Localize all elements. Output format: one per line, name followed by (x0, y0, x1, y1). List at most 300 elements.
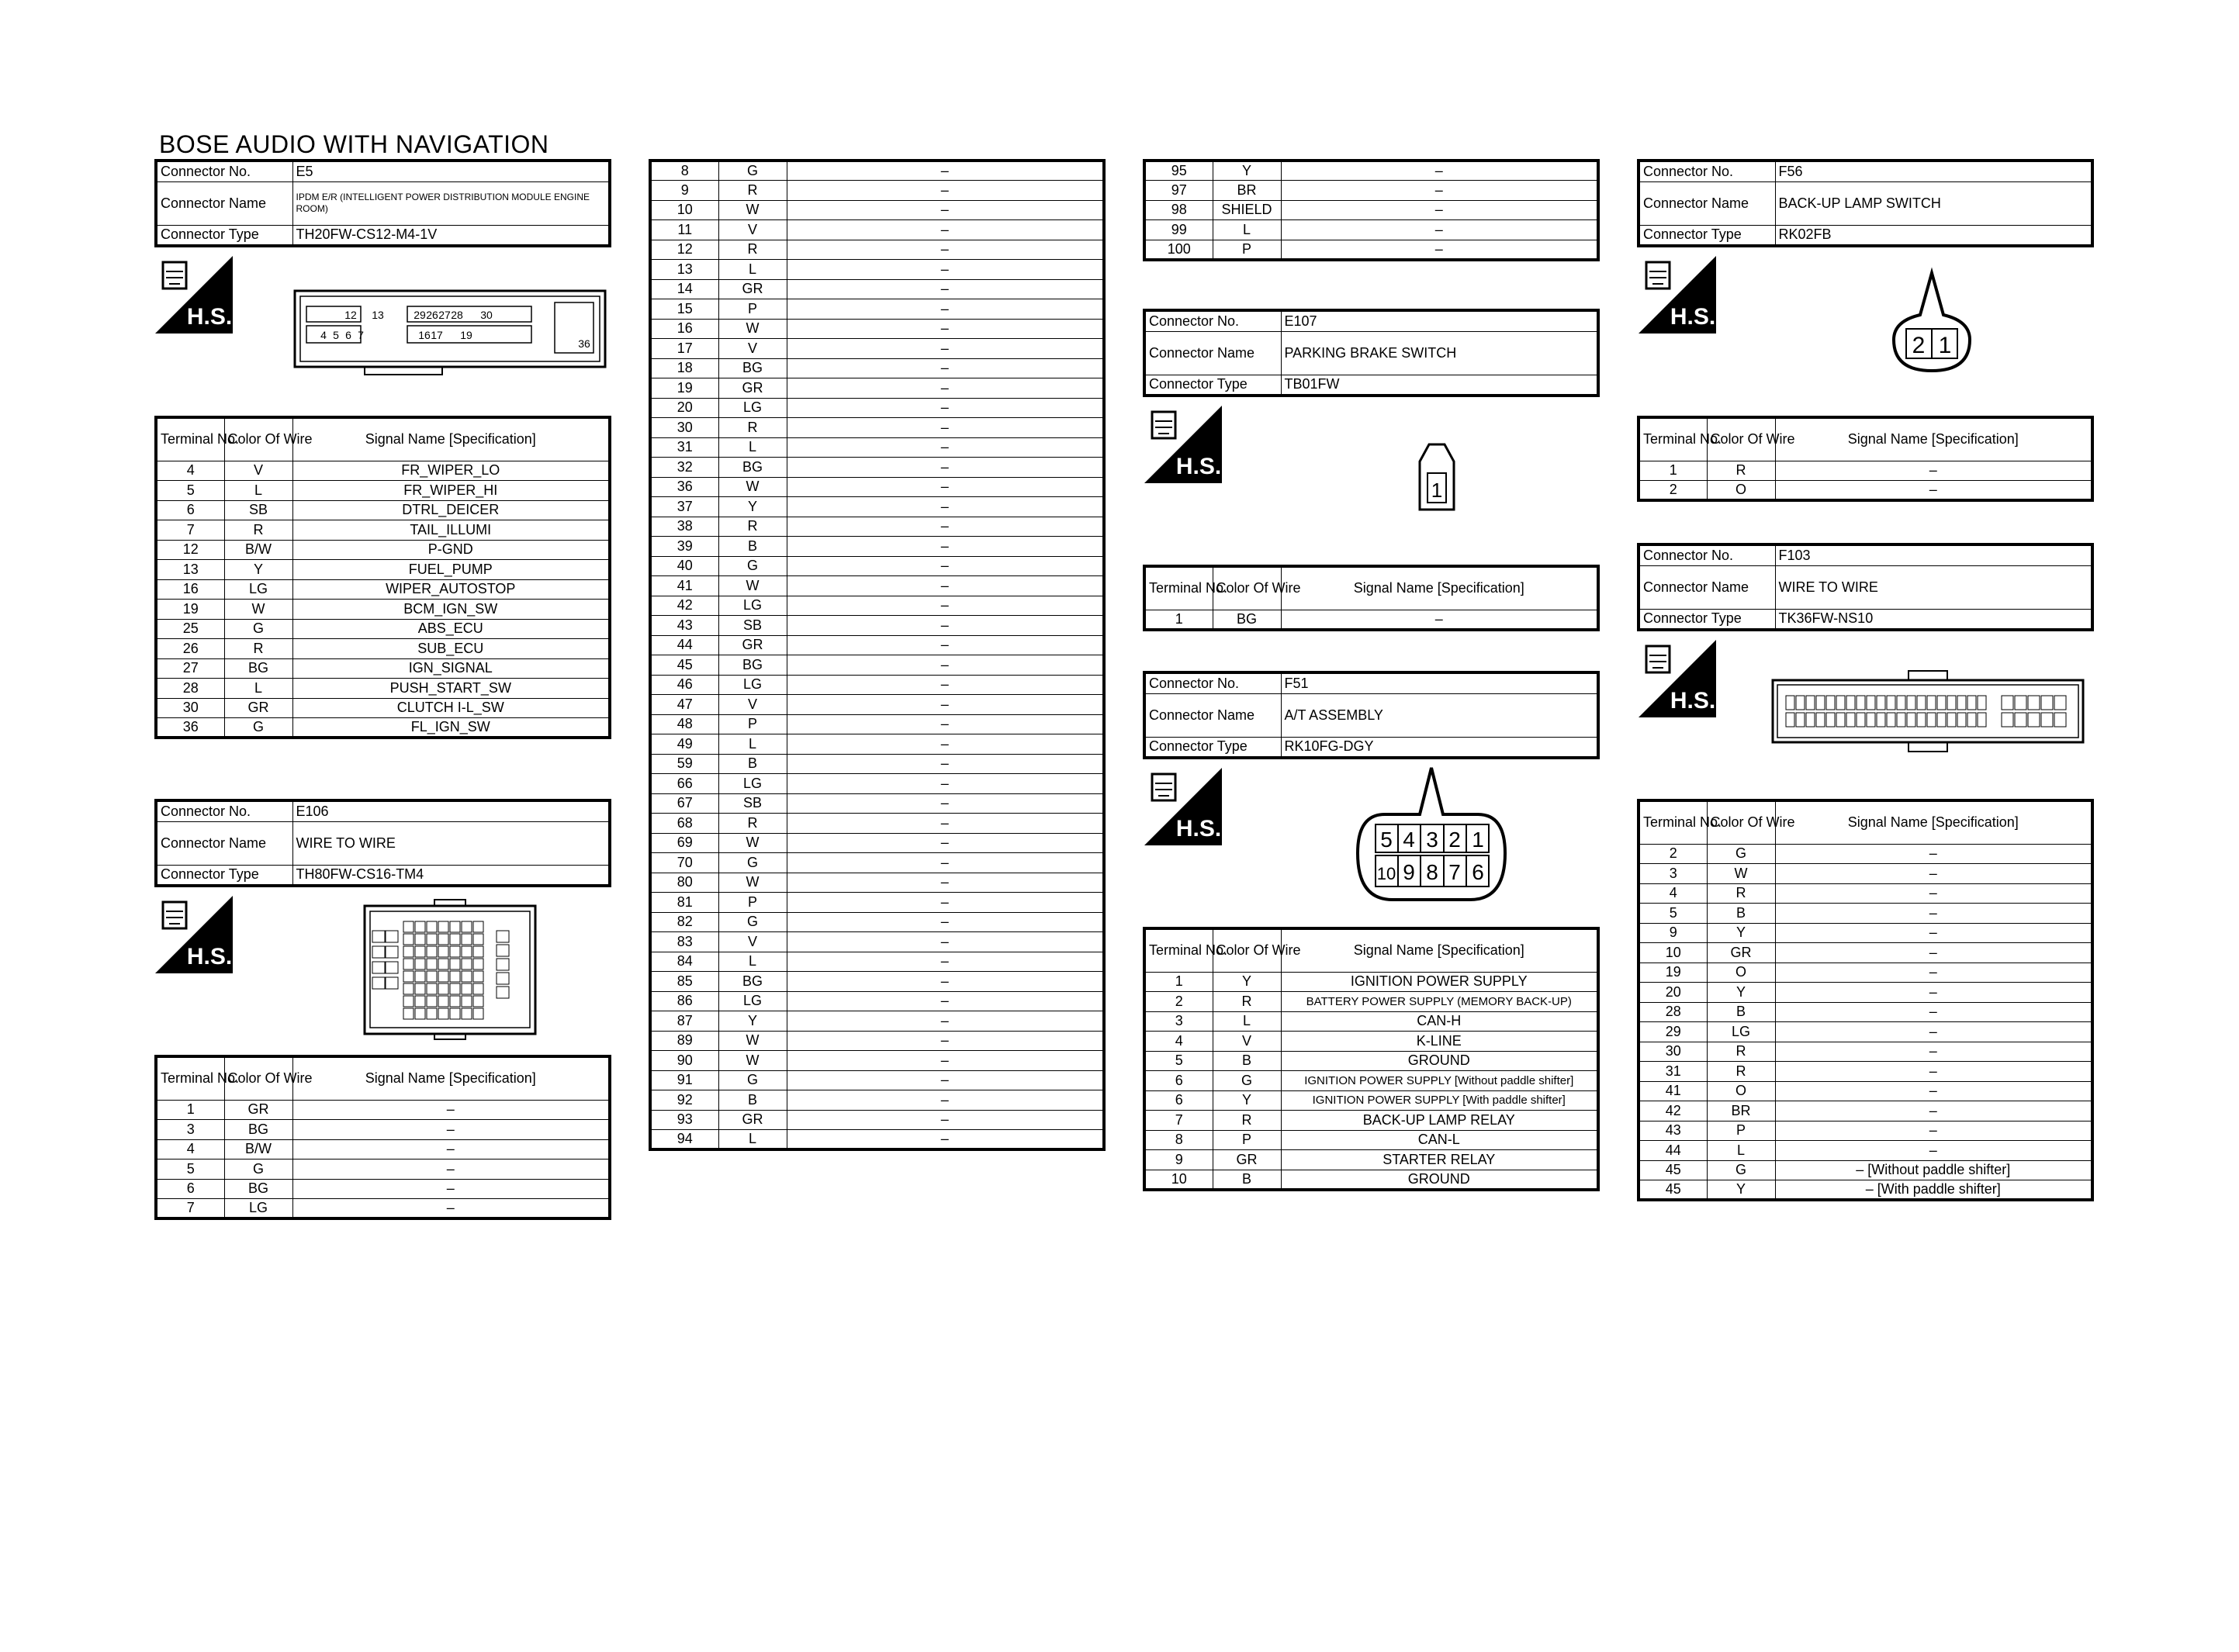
connector-cavity (1947, 696, 1956, 710)
connector-cavity (386, 946, 398, 958)
hs-badge-label: H.S. (1175, 816, 1222, 842)
signal-name-cell: – (787, 754, 1104, 774)
table-row (650, 774, 1104, 794)
connector-name-label: Connector Name (1639, 565, 1775, 609)
wire-color-cell: GR (1213, 1150, 1281, 1170)
signal-name-cell: – [Without paddle shifter] (1775, 1160, 2092, 1180)
connector-cavity (462, 946, 472, 957)
terminal-table-e106-continued-2 (1143, 159, 1600, 261)
table-row (650, 695, 1104, 715)
wire-color-cell: R (1213, 1111, 1281, 1131)
signal-name-cell: – (787, 635, 1104, 655)
connector-cavity (450, 971, 460, 982)
connector-cavity (1786, 713, 1794, 727)
connector-no-value: E107 (1281, 310, 1598, 331)
table-row (650, 833, 1104, 853)
connector-info-f51 (1143, 671, 1600, 759)
connector-cavity (1957, 696, 1966, 710)
wire-color-cell: V (1213, 1032, 1281, 1052)
hs-badge-icon (1639, 256, 1716, 334)
terminal-no-cell: 100 (1144, 240, 1213, 260)
terminal-no-cell: 12 (156, 540, 224, 560)
table-row (156, 698, 610, 718)
signal-name-cell: – (787, 734, 1104, 755)
hs-badge-icon (1144, 768, 1222, 845)
connector-cavity (497, 959, 509, 970)
signal-name-cell: – (787, 378, 1104, 399)
connector-cavity (415, 959, 425, 969)
pin-label: 4 (1403, 828, 1415, 852)
signal-name-cell: GROUND (1281, 1170, 1598, 1190)
connector-cavity (438, 971, 448, 982)
wire-color-cell: R (1707, 1062, 1775, 1082)
signal-name-cell: ABS_ECU (292, 619, 610, 639)
connector-cavity (1917, 713, 1926, 727)
table-row (156, 1100, 610, 1120)
connector-cavity (438, 959, 448, 969)
terminal-table-e5-wrap (154, 416, 611, 739)
signal-name-cell: – (787, 774, 1104, 794)
signal-name-cell: – (787, 655, 1104, 676)
wire-color-cell: BG (718, 358, 787, 378)
signal-name-cell: – (292, 1139, 610, 1160)
table-row (1639, 943, 2092, 963)
terminal-no-cell: 40 (650, 556, 718, 576)
connector-diagram-f103 (1769, 669, 2087, 758)
connector-cavity (2041, 696, 2053, 710)
terminal-no-cell: 2 (1639, 481, 1707, 501)
connector-cavity (473, 934, 483, 945)
connector-cavity (473, 1008, 483, 1019)
table-row (650, 1031, 1104, 1051)
wire-color-cell: GR (718, 378, 787, 399)
table-row (650, 279, 1104, 299)
connector-cavity (497, 987, 509, 998)
wire-color-cell: O (1707, 481, 1775, 501)
signal-name-cell: DTRL_DEICER (292, 500, 610, 520)
connector-name-value: WIRE TO WIRE (1775, 565, 2092, 609)
terminal-table-f51 (1143, 927, 1600, 1191)
connector-cavity (403, 1008, 414, 1019)
terminal-no-cell: 45 (1639, 1160, 1707, 1180)
terminal-no-header: Terminal No. (1639, 417, 1707, 461)
wire-color-cell: B (718, 754, 787, 774)
wire-color-cell: V (718, 695, 787, 715)
wire-color-cell: Y (1213, 972, 1281, 992)
wire-color-cell: V (718, 339, 787, 359)
signal-name-cell: – (787, 873, 1104, 893)
connector-cavity (415, 996, 425, 1007)
terminal-no-cell: 49 (650, 734, 718, 755)
signal-name-cell: – (1775, 461, 2092, 481)
connector-name-label: Connector Name (156, 181, 292, 225)
signal-name-cell: – (787, 1110, 1104, 1130)
terminal-no-header: Terminal No. (1144, 566, 1213, 610)
connector-cavity (462, 983, 472, 994)
wire-color-cell: B (1707, 904, 1775, 924)
terminal-no-cell: 38 (650, 517, 718, 537)
terminal-no-cell: 94 (650, 1130, 718, 1150)
wire-color-cell: Y (224, 560, 292, 580)
connector-cavity (1867, 713, 1875, 727)
terminal-no-cell: 37 (650, 497, 718, 517)
terminal-no-cell: 80 (650, 873, 718, 893)
hs-badge-label: H.S. (1670, 688, 1716, 714)
wire-color-cell: SHIELD (1213, 200, 1281, 220)
terminal-no-cell: 5 (156, 481, 224, 501)
table-row (650, 1011, 1104, 1032)
signal-name-cell: – (1775, 1081, 2092, 1101)
table-row (156, 500, 610, 520)
connector-cavity (372, 977, 385, 989)
connector-name-value: BACK-UP LAMP SWITCH (1775, 181, 2092, 225)
table-row (156, 560, 610, 580)
wire-color-cell: L (224, 481, 292, 501)
wire-color-cell: B (1707, 1002, 1775, 1022)
terminal-no-cell: 86 (650, 991, 718, 1011)
connector-diagram-e107 (1414, 438, 1460, 516)
table-row (156, 1199, 610, 1219)
table-row (1144, 992, 1598, 1012)
signal-name-cell: – (1281, 240, 1598, 260)
color-header: Color Of Wire (224, 1056, 292, 1100)
table-row (1639, 923, 2092, 943)
connector-cavity (1897, 696, 1905, 710)
connector-cavity (415, 1008, 425, 1019)
wire-color-cell: G (718, 1070, 787, 1090)
column-3 (1143, 159, 1600, 261)
signal-name-cell: – (1281, 220, 1598, 240)
signal-name-cell: FR_WIPER_HI (292, 481, 610, 501)
terminal-no-cell: 7 (1144, 1111, 1213, 1131)
connector-type-label: Connector Type (1144, 737, 1281, 758)
wire-color-cell: G (718, 161, 787, 181)
connector-cavity (403, 996, 414, 1007)
pin-label: 29 (414, 309, 426, 321)
wire-color-cell: L (718, 260, 787, 280)
connector-no-label: Connector No. (156, 800, 292, 821)
connector-cavity (473, 996, 483, 1007)
table-row (650, 537, 1104, 557)
connector-cavity (1887, 696, 1895, 710)
connector-name-label: Connector Name (1144, 693, 1281, 737)
connector-no-value: F51 (1281, 672, 1598, 693)
table-row (650, 616, 1104, 636)
signal-name-cell: – (787, 952, 1104, 972)
connector-no-value: F103 (1775, 544, 2092, 565)
wire-color-cell: B/W (224, 1139, 292, 1160)
terminal-no-cell: 95 (1144, 161, 1213, 181)
signal-name-cell: IGNITION POWER SUPPLY [Without paddle shifter] (1281, 1071, 1598, 1091)
connector-cavity (1897, 713, 1905, 727)
connector-diagram-e106 (361, 900, 539, 1039)
table-row (1639, 1121, 2092, 1141)
table-row (650, 240, 1104, 260)
signal-name-cell: FL_IGN_SW (292, 718, 610, 738)
connector-cavity (450, 934, 460, 945)
table-row (650, 458, 1104, 478)
table-row (650, 319, 1104, 339)
signal-name-cell: – [With paddle shifter] (1775, 1180, 2092, 1201)
connector-cavity (427, 946, 437, 957)
table-row (1144, 240, 1598, 260)
table-row (650, 853, 1104, 873)
terminal-no-cell: 68 (650, 814, 718, 834)
table-row (1144, 1090, 1598, 1111)
table-row (650, 260, 1104, 280)
wire-color-cell: P (1213, 240, 1281, 260)
signal-name-cell: – (787, 358, 1104, 378)
wire-color-cell: L (1213, 220, 1281, 240)
terminal-no-cell: 20 (650, 398, 718, 418)
wire-color-cell: GR (224, 1100, 292, 1120)
terminal-no-cell: 17 (650, 339, 718, 359)
signal-name-cell: – (787, 814, 1104, 834)
wire-color-cell: W (718, 200, 787, 220)
table-row (156, 1120, 610, 1140)
connector-cavity (1857, 713, 1865, 727)
connector-cavity (462, 934, 472, 945)
signal-name-cell: – (787, 556, 1104, 576)
signal-name-cell: – (787, 576, 1104, 596)
terminal-no-cell: 16 (650, 319, 718, 339)
connector-cavity (2015, 713, 2026, 727)
signal-name-cell: – (787, 458, 1104, 478)
table-row (650, 576, 1104, 596)
connector-no-label: Connector No. (1639, 161, 1775, 181)
wire-color-cell: G (718, 853, 787, 873)
terminal-no-cell: 4 (156, 1139, 224, 1160)
connector-cavity (462, 1008, 472, 1019)
terminal-table-f56 (1637, 416, 2094, 502)
signal-name-cell: – (787, 418, 1104, 438)
terminal-no-header: Terminal No. (1144, 928, 1213, 972)
column-1-e106 (154, 799, 611, 887)
terminal-no-cell: 90 (650, 1051, 718, 1071)
connector-cavity (403, 971, 414, 982)
wire-color-cell: R (224, 639, 292, 659)
table-row (1639, 1081, 2092, 1101)
terminal-table-f103-wrap (1637, 799, 2094, 1201)
connector-type-label: Connector Type (1639, 609, 1775, 630)
connector-type-value: RK10FG-DGY (1281, 737, 1598, 758)
terminal-no-cell: 5 (1144, 1051, 1213, 1071)
table-row (1639, 844, 2092, 864)
signal-header: Signal Name [Specification] (292, 417, 610, 461)
connector-cavity (438, 946, 448, 957)
connector-cavity (462, 921, 472, 932)
connector-diagram-f51 (1354, 764, 1509, 904)
wire-color-cell: G (1707, 1160, 1775, 1180)
signal-name-cell: – (1775, 983, 2092, 1003)
connector-cavity (473, 946, 483, 957)
signal-name-cell: P-GND (292, 540, 610, 560)
terminal-no-cell: 36 (650, 477, 718, 497)
pin-label: 9 (1403, 860, 1415, 884)
table-row (650, 418, 1104, 438)
terminal-no-header: Terminal No. (156, 417, 224, 461)
terminal-no-cell: 10 (650, 200, 718, 220)
table-row (1639, 1180, 2092, 1201)
terminal-no-cell: 66 (650, 774, 718, 794)
wire-color-cell: BG (224, 658, 292, 679)
table-row (156, 1160, 610, 1180)
pin-label: 3 (1426, 828, 1438, 852)
connector-info-e107 (1143, 309, 1600, 397)
terminal-no-cell: 70 (650, 853, 718, 873)
connector-cavity (1967, 696, 1976, 710)
wire-color-cell: P (1707, 1121, 1775, 1141)
signal-name-cell: – (787, 220, 1104, 240)
table-row (650, 1130, 1104, 1150)
connector-cavity (2041, 713, 2053, 727)
table-row (1639, 963, 2092, 983)
signal-name-cell: – (787, 932, 1104, 952)
table-row (1144, 610, 1598, 630)
signal-name-cell: – (1281, 181, 1598, 201)
terminal-no-cell: 25 (156, 619, 224, 639)
connector-cavity (462, 971, 472, 982)
signal-name-cell: – (787, 853, 1104, 873)
terminal-no-cell: 30 (1639, 1042, 1707, 1062)
terminal-no-cell: 32 (650, 458, 718, 478)
signal-name-cell: – (787, 517, 1104, 537)
connector-cavity (438, 934, 448, 945)
table-row (1639, 481, 2092, 501)
connector-no-value: F56 (1775, 161, 2092, 181)
terminal-no-cell: 1 (156, 1100, 224, 1120)
connector-cavity (1826, 713, 1835, 727)
terminal-no-cell: 83 (650, 932, 718, 952)
wire-color-cell: Y (1213, 161, 1281, 181)
table-row (650, 893, 1104, 913)
connector-cavity (1816, 713, 1825, 727)
pin-label: 16 (418, 329, 431, 341)
color-header: Color Of Wire (1707, 800, 1775, 844)
wire-color-cell: P (1213, 1130, 1281, 1150)
terminal-no-header: Terminal No. (156, 1056, 224, 1100)
wire-color-cell: LG (718, 596, 787, 616)
wire-color-cell: R (718, 418, 787, 438)
connector-cavity (462, 996, 472, 1007)
signal-header: Signal Name [Specification] (1281, 566, 1598, 610)
connector-cavity (497, 945, 509, 956)
table-row (156, 619, 610, 639)
table-row (650, 517, 1104, 537)
wire-color-cell: R (224, 520, 292, 541)
wire-color-cell: GR (718, 279, 787, 299)
connector-cavity (2002, 696, 2013, 710)
terminal-no-cell: 93 (650, 1110, 718, 1130)
wire-color-cell: LG (224, 579, 292, 600)
terminal-no-cell: 36 (156, 718, 224, 738)
wire-color-cell: G (224, 1160, 292, 1180)
connector-name-value: WIRE TO WIRE (292, 821, 610, 865)
signal-name-cell: WIPER_AUTOSTOP (292, 579, 610, 600)
terminal-no-cell: 59 (650, 754, 718, 774)
table-row (1144, 1011, 1598, 1032)
terminal-no-cell: 3 (1144, 1011, 1213, 1032)
connector-cavity (372, 931, 385, 942)
terminal-table-e106-continued (649, 159, 1106, 1151)
table-row (1144, 181, 1598, 201)
signal-name-cell: PUSH_START_SW (292, 679, 610, 699)
signal-name-cell: – (1775, 844, 2092, 864)
wire-color-cell: L (1213, 1011, 1281, 1032)
connector-cavity (450, 921, 460, 932)
wire-color-cell: B (1213, 1051, 1281, 1071)
signal-name-cell: – (787, 793, 1104, 814)
terminal-no-cell: 91 (650, 1070, 718, 1090)
connector-cavity (1836, 713, 1845, 727)
connector-cavity (427, 983, 437, 994)
wire-color-cell: W (1707, 864, 1775, 884)
connector-cavity (415, 983, 425, 994)
table-row (650, 655, 1104, 676)
wire-color-cell: V (718, 220, 787, 240)
table-row (650, 952, 1104, 972)
terminal-no-cell: 8 (650, 161, 718, 181)
signal-name-cell: IGN_SIGNAL (292, 658, 610, 679)
connector-type-value: TB01FW (1281, 375, 1598, 396)
connector-cavity (1816, 696, 1825, 710)
connector-name-value: PARKING BRAKE SWITCH (1281, 331, 1598, 375)
terminal-no-cell: 43 (650, 616, 718, 636)
terminal-table-e106 (154, 1055, 611, 1220)
connector-type-label: Connector Type (1639, 225, 1775, 246)
terminal-no-cell: 7 (156, 520, 224, 541)
table-row (650, 378, 1104, 399)
pin-label: 17 (431, 329, 443, 341)
terminal-no-cell: 41 (1639, 1081, 1707, 1101)
wire-color-cell: R (718, 240, 787, 260)
connector-type-label: Connector Type (1144, 375, 1281, 396)
signal-name-cell: – (787, 1031, 1104, 1051)
table-row (650, 754, 1104, 774)
signal-name-cell: CAN-L (1281, 1130, 1598, 1150)
signal-name-cell: – (787, 181, 1104, 201)
signal-name-cell: BCM_IGN_SW (292, 600, 610, 620)
terminal-no-cell: 6 (1144, 1090, 1213, 1111)
connector-no-label: Connector No. (1144, 672, 1281, 693)
connector-name-label: Connector Name (156, 821, 292, 865)
wire-color-cell: R (1707, 461, 1775, 481)
signal-name-cell: – (787, 1070, 1104, 1090)
signal-name-cell: – (787, 912, 1104, 932)
terminal-no-cell: 1 (1144, 610, 1213, 630)
pin-label: 6 (345, 329, 351, 341)
wire-color-cell: W (718, 477, 787, 497)
signal-name-cell: BATTERY POWER SUPPLY (MEMORY BACK-UP) (1281, 992, 1598, 1012)
wire-color-cell: V (718, 932, 787, 952)
table-row (1144, 1170, 1598, 1190)
connector-cavity (427, 971, 437, 982)
connector-cavity (497, 973, 509, 984)
connector-cavity (450, 946, 460, 957)
signal-name-cell: – (1775, 1042, 2092, 1062)
connector-name-label: Connector Name (1639, 181, 1775, 225)
pin-label: 5 (333, 329, 339, 341)
connector-cavity (462, 959, 472, 969)
table-row (650, 793, 1104, 814)
wire-color-cell: R (718, 181, 787, 201)
terminal-no-cell: 87 (650, 1011, 718, 1032)
table-row (1639, 1042, 2092, 1062)
connector-cavity (372, 962, 385, 973)
pin-label: 6 (1472, 860, 1484, 884)
signal-name-cell: CLUTCH I-L_SW (292, 698, 610, 718)
terminal-no-cell: 1 (1639, 461, 1707, 481)
